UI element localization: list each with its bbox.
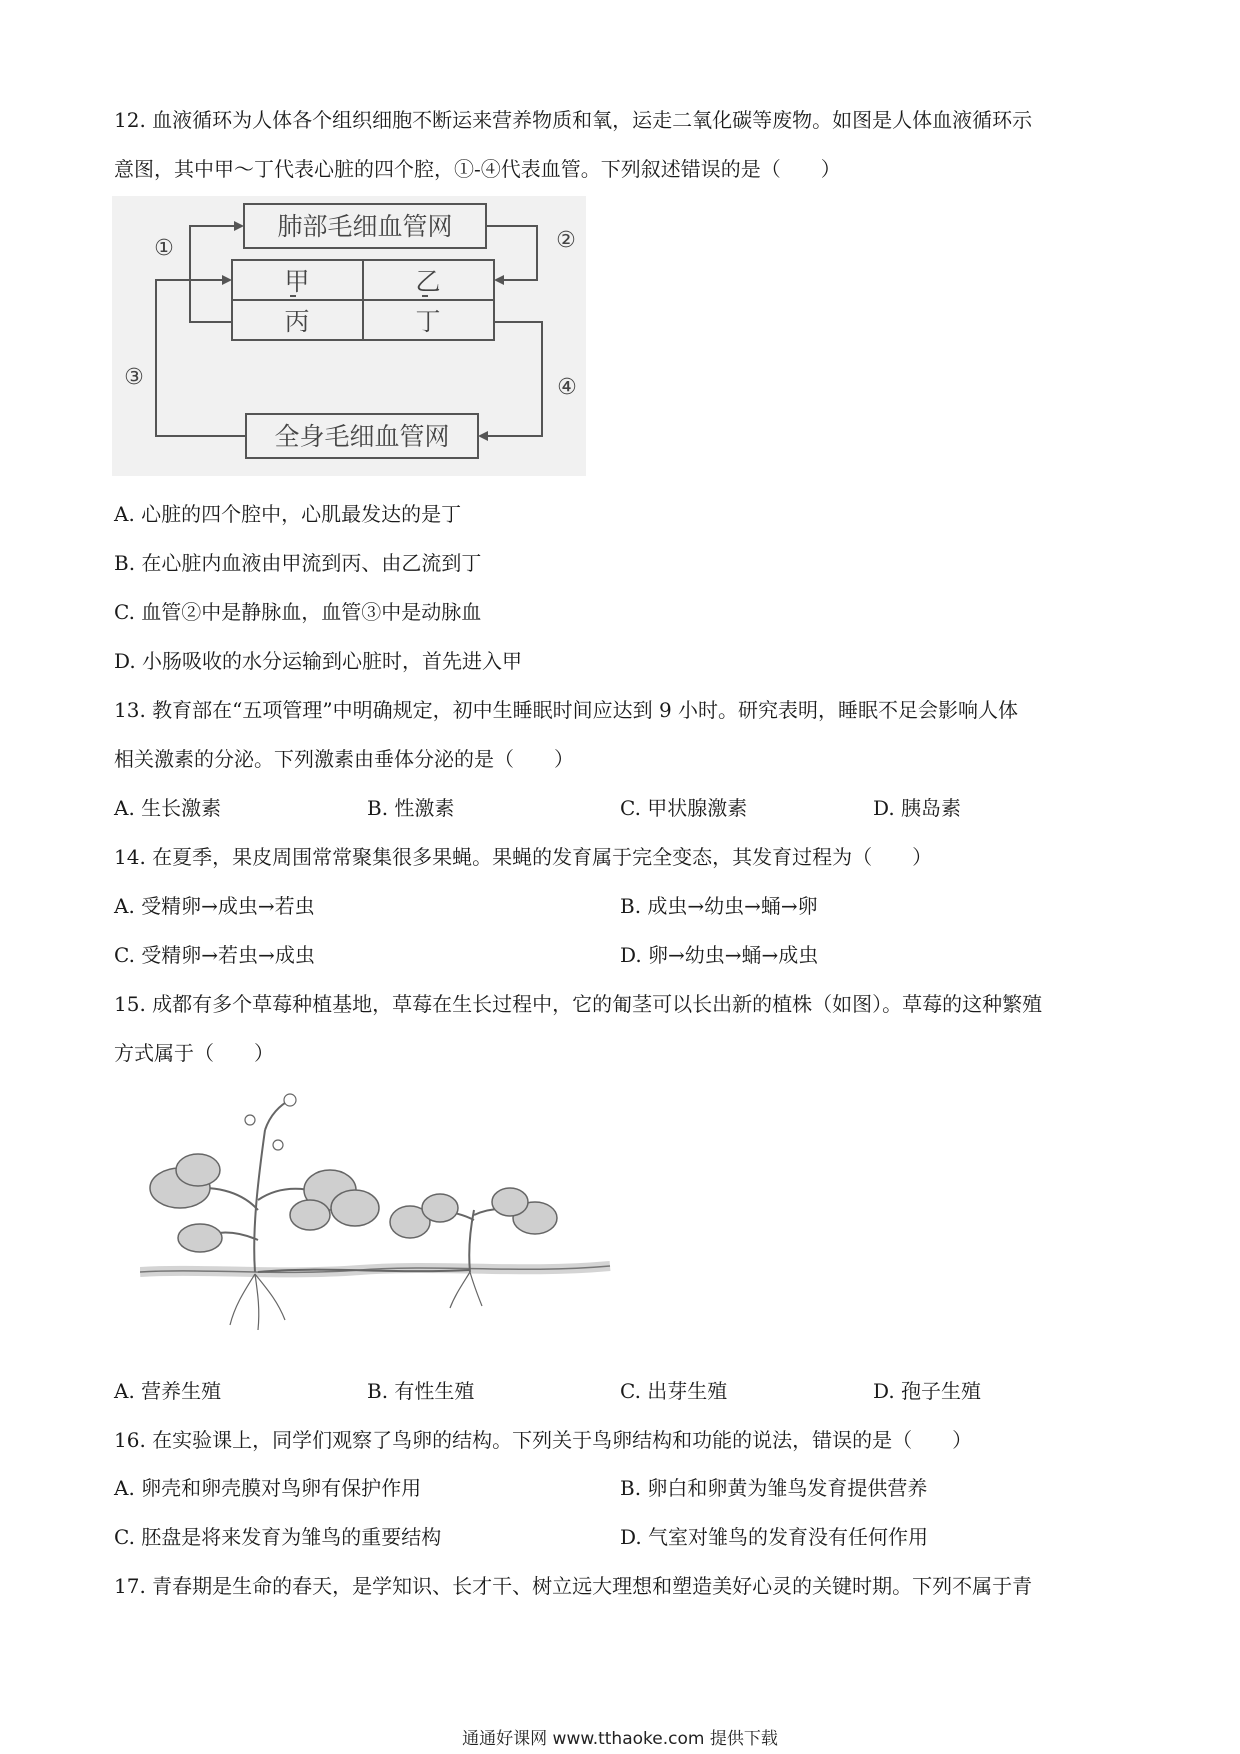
vessel-2-label: ② [556,228,576,253]
q13-option-d: D. 胰岛素 [873,796,962,820]
q17-stem-line1: 17. 青春期是生命的春天，是学知识、长才干、树立远大理想和塑造美好心灵的关键时期。下列不属于青 [114,1574,1033,1598]
vessel-1-label: ① [154,236,174,261]
q12-option-b: B. 在心脏内血液由甲流到丙、由乙流到丁 [114,551,482,575]
q13-stem-line2: 相关激素的分泌。下列激素由垂体分泌的是（ ） [114,747,574,771]
q15-stem-line1: 15. 成都有多个草莓种植基地，草莓在生长过程中，它的匍茎可以长出新的植株（如图）。草莓的这种繁殖 [114,992,1043,1016]
strawberry-runner-illustration [140,1090,615,1350]
vessel-3-label: ③ [124,365,144,390]
q14-stem-line1: 14. 在夏季，果皮周围常常聚集很多果蝇。果蝇的发育属于完全变态，其发育过程为（ ） [114,845,933,869]
q12-stem-line2: 意图，其中甲～丁代表心脏的四个腔，①-④代表血管。下列叙述错误的是（ ） [114,157,841,181]
q16-option-a: A. 卵壳和卵壳膜对鸟卵有保护作用 [114,1476,422,1500]
q14-option-d: D. 卵→幼虫→蛹→成虫 [620,943,819,967]
q12-option-d: D. 小肠吸收的水分运输到心脏时，首先进入甲 [114,649,523,673]
q16-option-c: C. 胚盘是将来发育为雏鸟的重要结构 [114,1525,442,1549]
q15-option-b: B. 有性生殖 [367,1379,475,1403]
lung-capillary-label: 肺部毛细血管网 [277,212,453,241]
vessel-4-label: ④ [557,375,577,400]
circulation-svg [112,196,586,476]
q14-option-c: C. 受精卵→若虫→成虫 [114,943,315,967]
chamber-bing: 丙 [284,307,310,336]
q13-option-c: C. 甲状腺激素 [620,796,748,820]
q14-option-b: B. 成虫→幼虫→蛹→卵 [620,894,818,918]
strawberry-svg [140,1090,615,1350]
q14-option-a: A. 受精卵→成虫→若虫 [114,894,315,918]
q16-option-d: D. 气室对雏鸟的发育没有任何作用 [620,1525,929,1549]
q12-option-a: A. 心脏的四个腔中，心肌最发达的是丁 [114,502,462,526]
footer-source: 通通好课网 www.tthaoke.com 提供下载 [462,1729,778,1749]
body-capillary-label: 全身毛细血管网 [274,422,450,451]
vessel-1-line [190,226,242,322]
q13-option-a: A. 生长激素 [114,796,222,820]
q13-option-b: B. 性激素 [367,796,455,820]
chamber-ding: 丁 [415,307,441,336]
q15-option-c: C. 出芽生殖 [620,1379,728,1403]
q12-option-c: C. 血管②中是静脉血，血管③中是动脉血 [114,600,482,624]
q13-stem-line1: 13. 教育部在“五项管理”中明确规定，初中生睡眠时间应达到 9 小时。研究表明，睡眠不足会影响人体 [114,698,1019,722]
q16-option-b: B. 卵白和卵黄为雏鸟发育提供营养 [620,1476,928,1500]
q15-option-a: A. 营养生殖 [114,1379,222,1403]
blood-circulation-diagram [112,196,586,476]
chamber-yi: 乙 [415,267,441,296]
q15-stem-line2: 方式属于（ ） [114,1041,274,1065]
q16-stem-line1: 16. 在实验课上，同学们观察了鸟卵的结构。下列关于鸟卵结构和功能的说法，错误的是（ ） [114,1428,973,1452]
chamber-jia: 甲 [284,267,310,296]
q12-stem-line1: 12. 血液循环为人体各个组织细胞不断运来营养物质和氧，运走二氧化碳等废物。如图是人体血液循环示 [114,108,1033,132]
q15-option-d: D. 孢子生殖 [873,1379,982,1403]
